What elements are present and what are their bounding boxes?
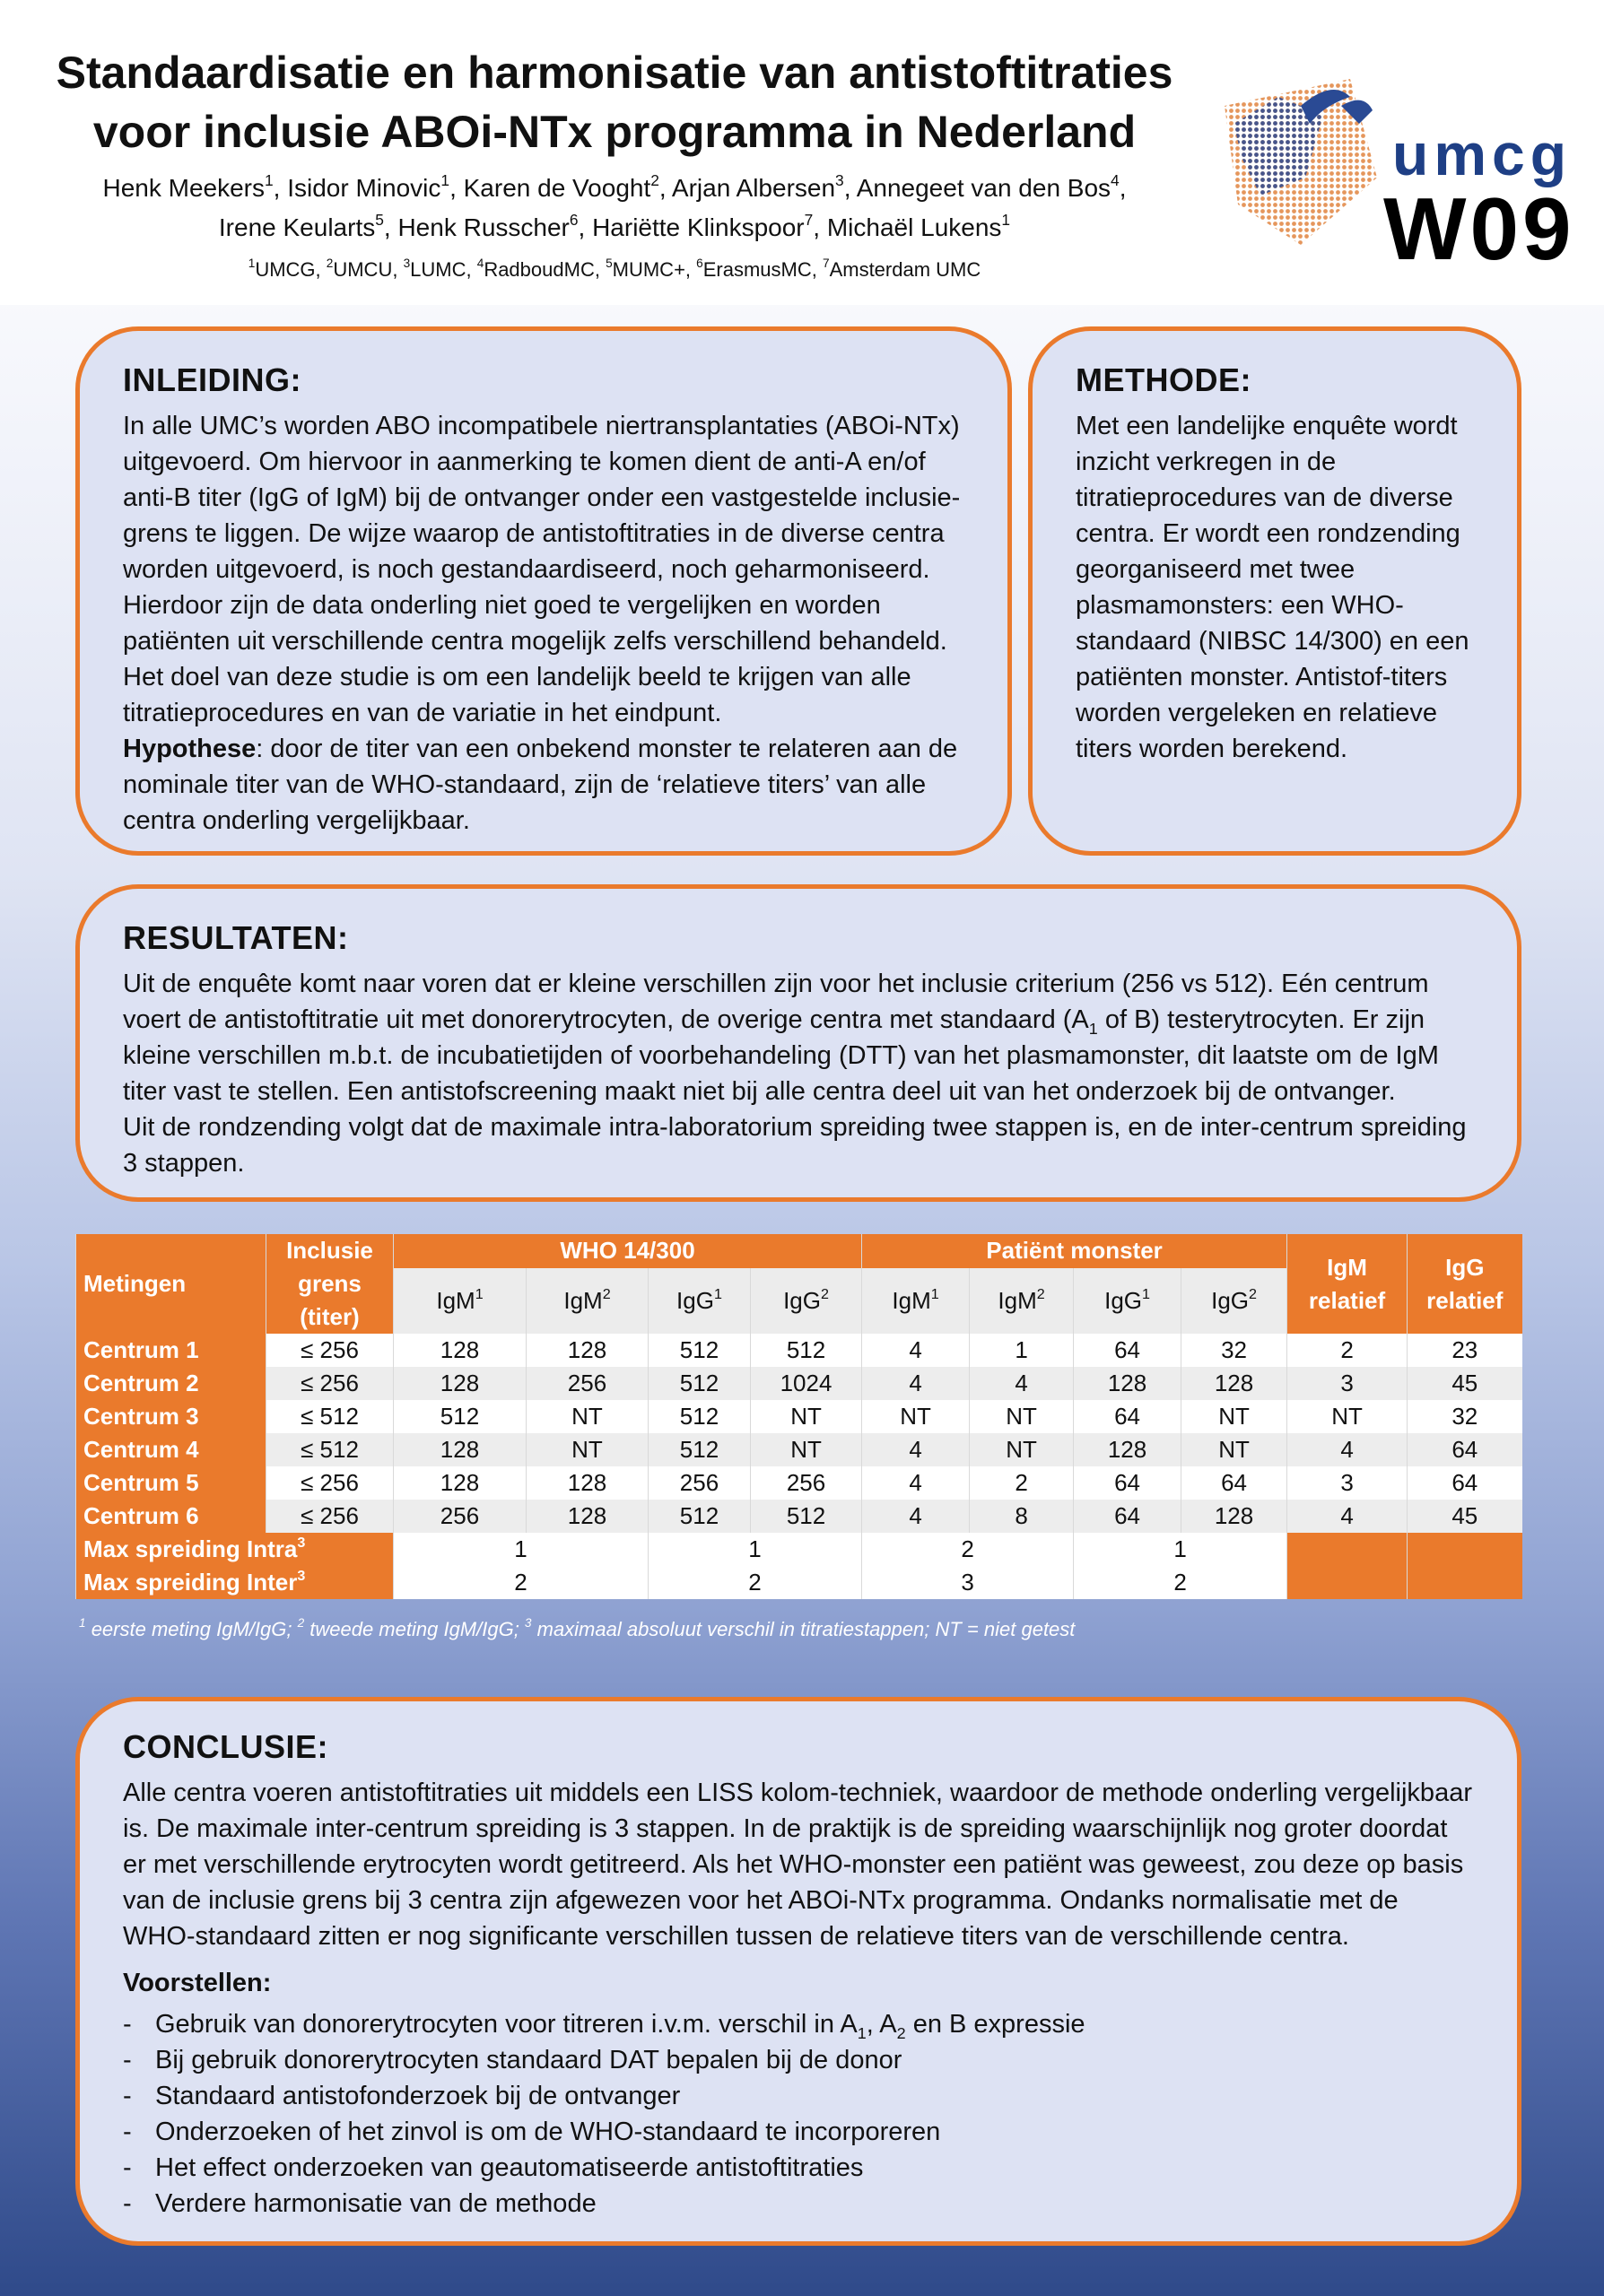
subhead-who-igg1: IgG$^1$ — [649, 1268, 751, 1334]
empty-cell — [1408, 1533, 1522, 1566]
head-inclusie: Inclusie grens (titer) — [266, 1234, 394, 1334]
table-cell: 256 — [751, 1466, 862, 1500]
author-line-1: Henk Meekers$^1$, Isidor Minovic$^1$, Karen de Vooght$^2$, Arjan Albersen$^3$, Annegeet van den Bos$^4$, — [102, 170, 1127, 202]
empty-cell — [1287, 1566, 1408, 1599]
resultaten-heading-text: RESULTATEN — [123, 919, 337, 956]
table-cell: NT — [751, 1400, 862, 1433]
table-cell: 512 — [751, 1334, 862, 1367]
spread-value: 2 — [862, 1533, 1074, 1566]
author-sup: 1 — [1001, 210, 1011, 229]
affil-sup: 5 — [606, 257, 613, 271]
table-cell: 64 — [1074, 1466, 1181, 1500]
affil-sup: 1 — [248, 257, 256, 271]
methode-box — [1028, 326, 1521, 856]
affil-sup: 4 — [476, 257, 484, 271]
spread-value: 1 — [1074, 1533, 1287, 1566]
row-label: Centrum 3 — [76, 1400, 266, 1433]
table-cell: NT — [751, 1433, 862, 1466]
table-cell: 1024 — [751, 1367, 862, 1400]
table-cell: 128 — [527, 1334, 649, 1367]
spread-label: Max spreiding Intra$^3$ — [76, 1533, 394, 1566]
resultaten-box — [75, 884, 1521, 1202]
title-line-2: voor inclusie ABOi-NTx programma in Nederland — [92, 107, 1137, 157]
table-cell: 128 — [527, 1500, 649, 1533]
hypothese-text: : door de titer van een onbekend monster te relateren aan de nominale titer van de WHO-standaard, zijn de ‘relatieve titers’ van alle centra onderling vergelijkbaar. — [123, 735, 958, 835]
spread-value: 3 — [862, 1566, 1074, 1599]
table-cell: 512 — [649, 1433, 751, 1466]
author-name: Annegeet van den Bos — [856, 174, 1111, 202]
table-row — [76, 1500, 1522, 1533]
list-item: - Onderzoeken of het zinvol is om de WHO-standaard te incorporeren — [123, 2114, 1474, 2150]
table-cell: NT — [1181, 1400, 1287, 1433]
resultaten-heading: RESULTATEN: — [123, 919, 349, 956]
voorstellen-label: Voorstellen: — [123, 1969, 272, 1997]
author-name: Arjan Albersen — [671, 174, 836, 202]
table-row — [76, 1400, 1522, 1433]
list-item: - Gebruik van donorerytrocyten voor titreren i.v.m. verschil in $A_1$, $A_2$ en B expressie — [123, 2006, 1474, 2042]
table-cell: 128 — [1181, 1367, 1287, 1400]
empty-cell — [1408, 1566, 1522, 1599]
table-cell: NT — [970, 1400, 1074, 1433]
table-cell: 4 — [1287, 1433, 1408, 1466]
title-line-1: Standaardisatie en harmonisatie van antistoftitraties — [56, 48, 1173, 98]
table-cell: ≤ 512 — [266, 1433, 394, 1466]
table-cell: 2 — [1287, 1334, 1408, 1367]
table-cell: 45 — [1408, 1500, 1522, 1533]
table-cell: 3 — [1287, 1367, 1408, 1400]
table-row — [76, 1433, 1522, 1466]
table-cell: 64 — [1074, 1500, 1181, 1533]
hypothese-label: Hypothese — [123, 735, 257, 763]
affil-name: LUMC — [410, 258, 466, 281]
table-cell: 256 — [649, 1466, 751, 1500]
table-row — [76, 1334, 1522, 1367]
table-cell: 128 — [527, 1466, 649, 1500]
table-cell: ≤ 512 — [266, 1400, 394, 1433]
affil-name: MUMC+ — [612, 258, 685, 281]
list-item: - Verdere harmonisatie van de methode — [123, 2186, 1474, 2222]
table-cell: 128 — [1074, 1433, 1181, 1466]
umcg-logo-icon — [1216, 70, 1386, 249]
table-cell: NT — [527, 1433, 649, 1466]
table-cell: ≤ 256 — [266, 1334, 394, 1367]
affil-sup: 6 — [696, 257, 703, 271]
subhead-pat-igm2: IgM$^2$ — [970, 1268, 1074, 1334]
methode-text: Met een landelijke enquête wordt inzicht verkregen in de titratieprocedures van de diverse centra. Er wordt een rondzending georganiseerd met twee plasmamonsters: een WHO-standaard (NIBSC 14/300) en een patiënten monster. Antistof-titers worden vergeleken en relatieve titers worden berekend. — [1076, 412, 1469, 763]
affil-name: Amsterdam UMC — [829, 258, 981, 281]
table-cell: ≤ 256 — [266, 1466, 394, 1500]
affil-name: RadboudMC — [484, 258, 595, 281]
table-cell: 256 — [527, 1367, 649, 1400]
table-cell: 64 — [1408, 1466, 1522, 1500]
head-metingen: Metingen — [76, 1234, 266, 1334]
table-cell: 32 — [1408, 1400, 1522, 1433]
spread-value: 2 — [1074, 1566, 1287, 1599]
list-item: - Bij gebruik donorerytrocyten standaard DAT bepalen bij de donor — [123, 2042, 1474, 2078]
table-cell: NT — [527, 1400, 649, 1433]
table-cell: 128 — [1181, 1500, 1287, 1533]
author-sup: 2 — [650, 170, 659, 189]
spread-row — [76, 1566, 1522, 1599]
author-name: Henk Russcher — [397, 213, 570, 241]
table-footnote: $^1$ eerste meting IgM/IgG; $^2$ tweede meting IgM/IgG; $^3$ maximaal absoluut verschil in titratiestappen; NT = niet getest — [79, 1616, 1076, 1640]
spread-value: 2 — [649, 1566, 862, 1599]
table-cell: 1 — [970, 1334, 1074, 1367]
author-sup: 1 — [265, 170, 274, 189]
table-cell: 64 — [1074, 1400, 1181, 1433]
conclusie-text: Alle centra voeren antistoftitraties uit middels een LISS kolom-techniek, waardoor de methode onderling vergelijkbaar is. De maximale inter-centrum spreiding is 3 stappen. In de praktijk is de spreiding waarschijnlijk nog groter doordat er met verschillende erytrocyten wordt getitreerd. Als het WHO-monster een patiënt was geweest, zou deze op basis van de inclusie grens bij 3 centra zijn afgewezen voor het ABOi-NTx programma. Ondanks normalisatie met de WHO-standaard zitten er nog significante verschillen tussen de relatieve titers van de verschillende centra. — [123, 1779, 1472, 1951]
subhead-pat-igg2: IgG$^2$ — [1181, 1268, 1287, 1334]
inleiding-box — [75, 326, 1012, 856]
list-item: - Het effect onderzoeken van geautomatiseerde antistoftitraties — [123, 2150, 1474, 2186]
table-cell: 128 — [394, 1433, 527, 1466]
author-name: Henk Meekers — [102, 174, 266, 202]
table-cell: 4 — [862, 1500, 970, 1533]
row-label: Centrum 2 — [76, 1367, 266, 1400]
head-patient: Patiënt monster — [862, 1234, 1287, 1268]
author-sup: 6 — [569, 210, 579, 229]
table-cell: NT — [970, 1433, 1074, 1466]
poster-code: W09 — [1383, 179, 1575, 278]
table-cell: ≤ 256 — [266, 1367, 394, 1400]
table-cell: 128 — [394, 1466, 527, 1500]
table-cell: 2 — [970, 1466, 1074, 1500]
resultaten-sub: 1 — [1088, 1019, 1098, 1038]
table-cell: 512 — [394, 1400, 527, 1433]
table-cell: 4 — [1287, 1500, 1408, 1533]
resultaten-text-a: Uit de enquête komt naar voren dat er kleine verschillen zijn voor het inclusie criterium (256 vs 512). Eén centrum voert de antistoftitratie uit met donorerytrocyten, de overige centra met standaard (A — [123, 970, 1429, 1034]
affil-sup: 7 — [822, 257, 830, 271]
list-item: - Standaard antistofonderzoek bij de ontvanger — [123, 2078, 1474, 2114]
table-cell: 64 — [1408, 1433, 1522, 1466]
table-cell: 64 — [1074, 1334, 1181, 1367]
affil-name: UMCG — [255, 258, 316, 281]
hypothese-paragraph — [123, 731, 964, 839]
table-cell: 512 — [649, 1500, 751, 1533]
author-sup: 5 — [375, 210, 384, 229]
row-label: Centrum 6 — [76, 1500, 266, 1533]
umcg-logo-text: umcg — [1392, 121, 1573, 187]
poster-title — [54, 43, 1175, 161]
table-row — [76, 1466, 1522, 1500]
table-cell: 128 — [1074, 1367, 1181, 1400]
author-sup: 3 — [835, 170, 844, 189]
inleiding-heading: INLEIDING: — [123, 361, 302, 398]
row-label: Centrum 1 — [76, 1334, 266, 1367]
table-cell: 512 — [649, 1334, 751, 1367]
conclusie-heading-text: CONCLUSIE — [123, 1728, 318, 1765]
affil-name: ErasmusMC — [702, 258, 812, 281]
row-label: Centrum 5 — [76, 1466, 266, 1500]
head-igg-relatief: IgG relatief — [1408, 1234, 1522, 1334]
author-name: Karen de Vooght — [463, 174, 651, 202]
table-cell: NT — [1181, 1433, 1287, 1466]
author-sup: 1 — [440, 170, 450, 189]
table-cell: 256 — [394, 1500, 527, 1533]
table-cell: 4 — [970, 1367, 1074, 1400]
conclusie-box — [75, 1697, 1521, 2246]
affil-sup: 3 — [403, 257, 411, 271]
table-cell: 32 — [1181, 1334, 1287, 1367]
table-cell: 4 — [862, 1367, 970, 1400]
table-cell: 512 — [751, 1500, 862, 1533]
table-cell: 128 — [394, 1334, 527, 1367]
spread-row — [76, 1533, 1522, 1566]
head-who: WHO 14/300 — [394, 1234, 862, 1268]
spread-value: 2 — [394, 1566, 649, 1599]
affil-name: UMCU — [333, 258, 393, 281]
table-row — [76, 1367, 1522, 1400]
subhead-who-igm2: IgM$^2$ — [527, 1268, 649, 1334]
author-name: Irene Keularts — [218, 213, 376, 241]
author-line-2: Irene Keularts$^5$, Henk Russcher$^6$, Hariëtte Klinkspoor$^7$, Michaël Lukens$^1$ — [218, 210, 1011, 241]
affil-sup: 2 — [326, 257, 334, 271]
spread-value: 1 — [394, 1533, 649, 1566]
subhead-who-igg2: IgG$^2$ — [751, 1268, 862, 1334]
affiliations: $^1$UMCG, $^2$UMCU, $^3$LUMC, $^4$RadboudMC, $^5$MUMC+, $^6$ErasmusMC, $^7$Amsterdam UMC — [248, 257, 981, 281]
table-cell: NT — [1287, 1400, 1408, 1433]
author-name: Hariëtte Klinkspoor — [592, 213, 805, 241]
head-igm-relatief: IgM relatief — [1287, 1234, 1408, 1334]
table-cell: 45 — [1408, 1367, 1522, 1400]
empty-cell — [1287, 1533, 1408, 1566]
subhead-pat-igg1: IgG$^1$ — [1074, 1268, 1181, 1334]
table-cell: 23 — [1408, 1334, 1522, 1367]
author-sup: 7 — [804, 210, 814, 229]
inleiding-text: In alle UMC’s worden ABO incompatibele niertransplantaties (ABOi-NTx) uitgevoerd. Om hiervoor in aanmerking te komen dient de anti-A en/of anti-B titer (IgG of IgM) bij de ontvanger onder een vastgestelde inclusie-grens te liggen. De wijze waarop de antistoftitraties in de diverse centra worden uitgevoerd, is noch gestandaardiseerd, noch geharmoniseerd. Hierdoor zijn de data onderling niet goed te vergelijken en worden patiënten uit verschillende centra mogelijk zelfs verschillend behandeld. Het doel van deze studie is om een landelijk beeld te krijgen van alle titratieprocedures en van de variatie in het eindpunt. — [123, 412, 961, 727]
table-cell: 4 — [862, 1433, 970, 1466]
author-sup: 4 — [1111, 170, 1120, 189]
methode-heading-text: METHODE — [1076, 361, 1241, 398]
table-cell: 4 — [862, 1466, 970, 1500]
table-body — [76, 1334, 1522, 1599]
row-label: Centrum 4 — [76, 1433, 266, 1466]
spread-value: 1 — [649, 1533, 862, 1566]
author-name: Michaël Lukens — [826, 213, 1002, 241]
table-cell: 4 — [862, 1334, 970, 1367]
subhead-who-igm1: IgM$^1$ — [394, 1268, 527, 1334]
methode-heading: METHODE: — [1076, 361, 1251, 398]
inleiding-heading-text: INLEIDING — [123, 361, 291, 398]
resultaten-text — [123, 966, 1474, 1109]
table-cell: 64 — [1181, 1466, 1287, 1500]
voorstellen-list — [123, 2006, 1474, 2222]
table-cell: 512 — [649, 1367, 751, 1400]
conclusie-heading: CONCLUSIE: — [123, 1728, 329, 1765]
table-cell: 512 — [649, 1400, 751, 1433]
subhead-pat-igm1: IgM$^1$ — [862, 1268, 970, 1334]
resultaten-text-2: Uit de rondzending volgt dat de maximale intra-laboratorium spreiding twee stappen is, en de inter-centrum spreiding 3 stappen. — [123, 1113, 1467, 1178]
table-cell: 3 — [1287, 1466, 1408, 1500]
author-list — [54, 169, 1175, 248]
resultaten-text-b: of B) testerytrocyten. Er zijn kleine verschillen m.b.t. de incubatietijden of voorbehandeling (DTT) van het plasmamonster, dit laatste om de IgM titer vast te stellen. Een antistofscreening maakt niet bij alle centra deel uit van het onderzoek bij de ontvanger. — [123, 1005, 1439, 1106]
table-cell: 128 — [394, 1367, 527, 1400]
spread-label: Max spreiding Inter$^3$ — [76, 1566, 394, 1599]
results-table — [75, 1234, 1522, 1599]
author-name: Isidor Minovic — [287, 174, 441, 202]
table-cell: ≤ 256 — [266, 1500, 394, 1533]
table-cell: NT — [862, 1400, 970, 1433]
table-cell: 8 — [970, 1500, 1074, 1533]
